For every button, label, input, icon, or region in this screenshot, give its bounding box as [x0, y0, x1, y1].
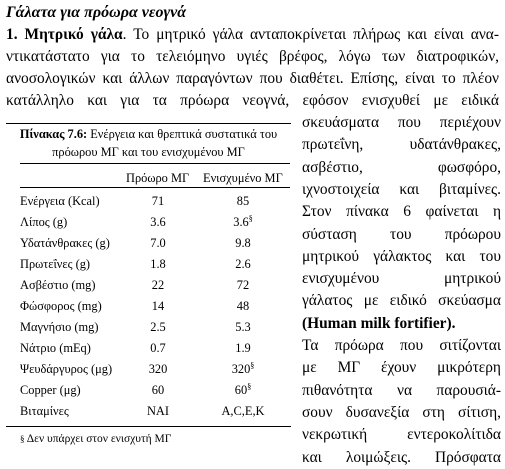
- table-caption-label: Πίνακας 7.6:: [19, 127, 88, 141]
- row-label: Μαγνήσιο (mg): [20, 320, 99, 334]
- table-row: [6, 212, 291, 233]
- fortified-cell: [208, 191, 278, 212]
- table-row: [6, 233, 291, 254]
- fortified-cell: [208, 275, 278, 296]
- paragraph-line-4: κατάλληλο και για τα πρόωρα νεογνά, εφόσον ενισχυθεί με ειδικά: [6, 92, 499, 109]
- table-row: [6, 275, 291, 296]
- right-column-line: σουν δυσανεξία στη σίτιση,: [302, 403, 501, 421]
- fortified-value: 48: [236, 299, 250, 313]
- col-header-preterm: Πρόωρο ΜΓ: [126, 171, 190, 185]
- right-column-line: σκευάσματα που περιέχουν: [302, 114, 501, 131]
- col-header-fortified: Ενισχυμένο ΜΓ: [203, 171, 283, 185]
- right-column-line: σύσταση του πρόωρου: [302, 225, 501, 243]
- paragraph-line-2: ντικατάστατο για το τελειόμηνο υγιές βρέφος, λόγω των διατροφικών,: [6, 48, 499, 65]
- fortified-value: 85: [236, 194, 250, 208]
- fortified-value: 320: [231, 362, 251, 376]
- fortified-cell: [208, 380, 278, 401]
- table-header-rule: [20, 187, 290, 188]
- table-row: [6, 254, 291, 275]
- row-label: Ενέργεια (Kcal): [20, 194, 100, 208]
- table-row: [6, 296, 291, 317]
- table-row: [6, 401, 291, 422]
- right-column-line: ιχνοστοιχεία και βιταμίνες.: [302, 180, 501, 198]
- preterm-value: 22: [151, 278, 165, 292]
- fortified-cell: [208, 338, 278, 359]
- fortified-cell: [208, 233, 278, 254]
- table-bottom-rule: [6, 426, 291, 427]
- row-label: Λίπος (g): [20, 215, 68, 229]
- footnote-marker: §: [250, 360, 255, 370]
- fortified-value: 1.9: [235, 341, 251, 355]
- table-top-rule: [6, 123, 291, 124]
- table-footnote: [20, 432, 171, 446]
- preterm-value: 320: [148, 362, 168, 376]
- preterm-value: 71: [151, 194, 165, 208]
- preterm-value: 2.5: [150, 320, 166, 334]
- paragraph-line-1: [6, 24, 499, 46]
- right-column-line: ενισχυμένου μητρικού: [302, 270, 501, 288]
- fortified-cell: [208, 359, 278, 380]
- row-label: Βιταμίνες: [20, 404, 69, 418]
- preterm-value: 1.8: [150, 257, 166, 271]
- fortified-cell: [208, 254, 278, 275]
- preterm-value: 0.7: [150, 341, 166, 355]
- table-row: [6, 338, 291, 359]
- fortified-value: 60: [234, 383, 248, 397]
- right-column-line: Στον πίνακα 6 φαίνεται η: [302, 203, 501, 221]
- footnote-marker: §: [247, 381, 252, 391]
- row-label: Ψευδάργυρος (μg): [20, 362, 113, 376]
- fortified-value: 3.6: [233, 215, 249, 229]
- fortified-value: 5.3: [235, 320, 251, 334]
- preterm-value: 14: [151, 299, 165, 313]
- right-column-line: με ΜΓ έχουν μικρότερη: [302, 359, 501, 377]
- page-title: Γάλατα για πρόωρα νεογνά: [6, 4, 187, 21]
- table-row: [6, 380, 291, 401]
- right-column-line: και λοιμώξεις. Πρόσφατα: [302, 448, 501, 466]
- table-caption-line2: πρόωρου ΜΓ και του ενισχυμένου ΜΓ: [52, 145, 245, 159]
- fortified-value: 2.6: [235, 257, 251, 271]
- table-row: [6, 191, 291, 212]
- footnote-text: Δεν υπάρχει στον ενισχυτή ΜΓ: [24, 433, 172, 445]
- row-label: Ασβέστιο (mg): [20, 278, 96, 292]
- preterm-value: 3.6: [150, 215, 166, 229]
- fortified-cell: [208, 317, 278, 338]
- right-column-line: Τα πρόωρα που σιτίζονται: [302, 337, 501, 354]
- row-label: Πρωτεΐνες (g): [20, 257, 91, 271]
- preterm-value: ΝΑΙ: [146, 404, 170, 418]
- paragraph-line-3: ανοσολογικών και άλλων παραγόντων που διαθέτει. Επίσης, είναι το πλέον: [6, 70, 499, 87]
- preterm-value: 7.0: [150, 236, 166, 250]
- fortified-cell: [208, 401, 278, 422]
- paragraph-text: . Το μητρικό γάλα ανταποκρίνεται πλήρως και είναι ανα-: [122, 26, 499, 43]
- row-label: Υδατάνθρακες (g): [20, 236, 110, 250]
- footnote-marker: §: [248, 213, 253, 223]
- fortified-cell: [208, 296, 278, 317]
- right-column-line: νεκρωτική εντεροκολίτιδα: [302, 426, 501, 444]
- section-lead: 1. Μητρικό γάλα: [6, 26, 123, 43]
- table-caption-text: Ενέργεια και θρεπτικά συστατικά του: [87, 127, 278, 141]
- right-column-line: μητρικού γάλακτος και του: [302, 247, 501, 265]
- right-column-line: (Human milk fortifier).: [302, 314, 456, 332]
- right-column-line: πιθανότητα να παρουσιά-: [302, 381, 501, 399]
- right-column-line: πρωτεΐνη, υδατάνθρακες,: [302, 136, 501, 154]
- row-label: Φώσφορος (mg): [20, 299, 102, 313]
- right-column-line: γάλατος με ειδικό σκεύασμα: [302, 292, 501, 310]
- fortified-value: A,C,E,K: [221, 404, 265, 418]
- fortified-value: 9.8: [235, 236, 251, 250]
- fortified-cell: [208, 212, 278, 233]
- table-caption: [6, 126, 291, 143]
- footnote-mark: §: [20, 434, 25, 444]
- row-label: Copper (μg): [20, 383, 81, 397]
- table-row: [6, 317, 291, 338]
- right-column-line: ασβέστιο, φωσφόρο,: [302, 158, 501, 176]
- preterm-value: 60: [151, 383, 165, 397]
- fortified-value: 72: [236, 278, 250, 292]
- row-label: Νάτριο (mEq): [20, 341, 91, 355]
- table-caption-rule: [20, 163, 290, 164]
- table-row: [6, 359, 291, 380]
